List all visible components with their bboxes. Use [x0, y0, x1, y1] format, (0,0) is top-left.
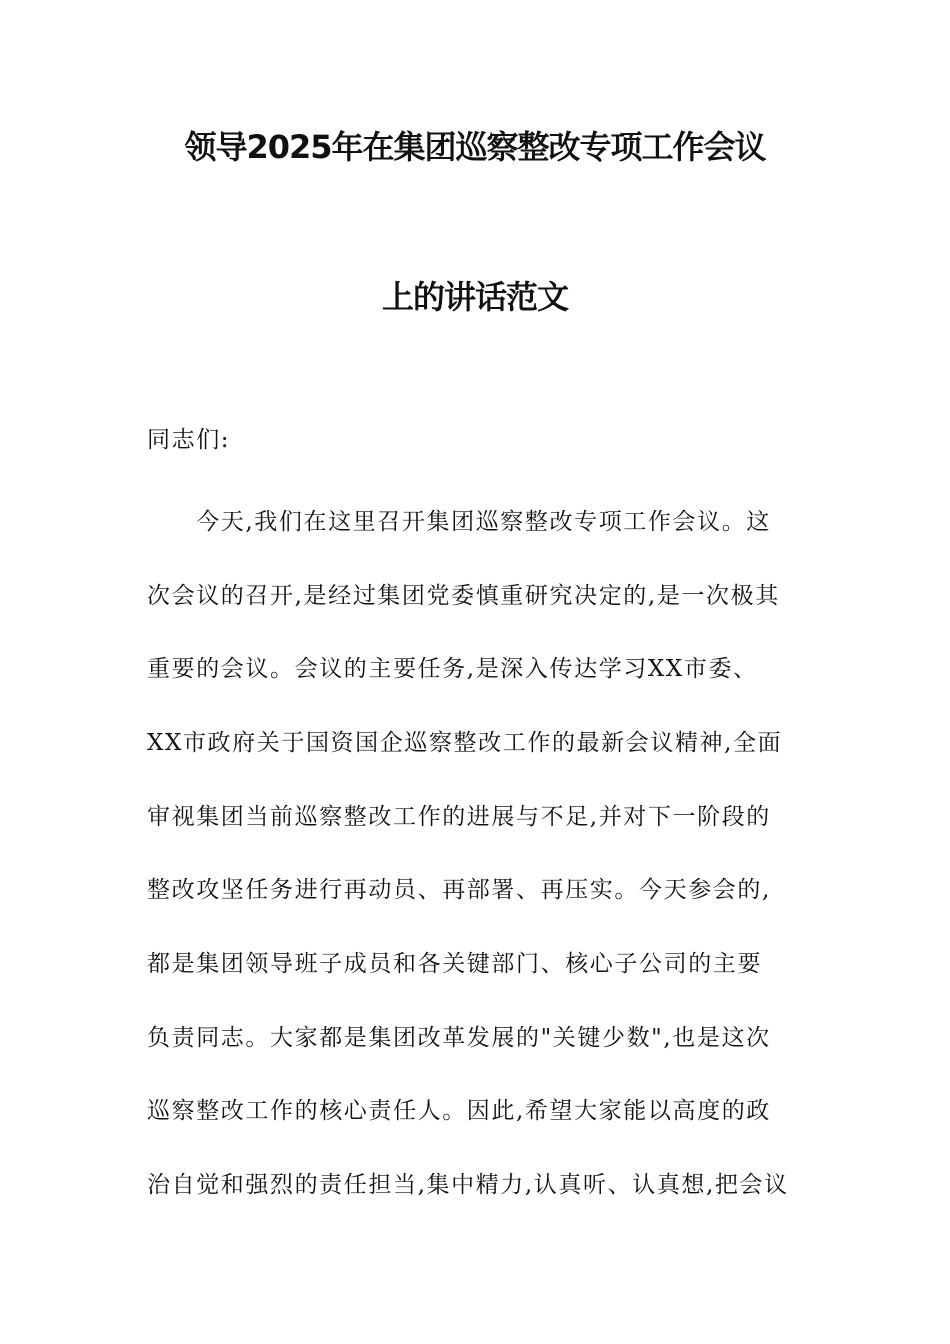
salutation: 同志们:: [147, 427, 231, 453]
body-line: 巡察整改工作的核心责任人。因此,希望大家能以高度的政: [147, 1098, 771, 1124]
body-line: XX市政府关于国资国企巡察整改工作的最新会议精神,全面: [147, 730, 783, 756]
body-line: 重要的会议。会议的主要任务,是深入传达学习XX市委、: [147, 656, 758, 682]
body-line: 治自觉和强烈的责任担当,集中精力,认真听、认真想,把会议: [147, 1172, 789, 1198]
body-line: 整改攻坚任务进行再动员、再部署、再压实。今天参会的,: [147, 877, 771, 903]
body-line: 次会议的召开,是经过集团党委慎重研究决定的,是一次极其: [147, 583, 780, 609]
body-line: 负责同志。大家都是集团改革发展的"关键少数",也是这次: [147, 1025, 771, 1051]
body-line: 今天,我们在这里召开集团巡察整改专项工作会议。这: [147, 509, 771, 535]
document-title-line-1: 领导2025年在集团巡察整改专项工作会议: [184, 128, 766, 166]
body-line: 审视集团当前巡察整改工作的进展与不足,并对下一阶段的: [147, 804, 771, 830]
document-title-line-2: 上的讲话范文: [381, 278, 568, 316]
body-line: 都是集团领导班子成员和各关键部门、核心子公司的主要: [147, 951, 762, 977]
